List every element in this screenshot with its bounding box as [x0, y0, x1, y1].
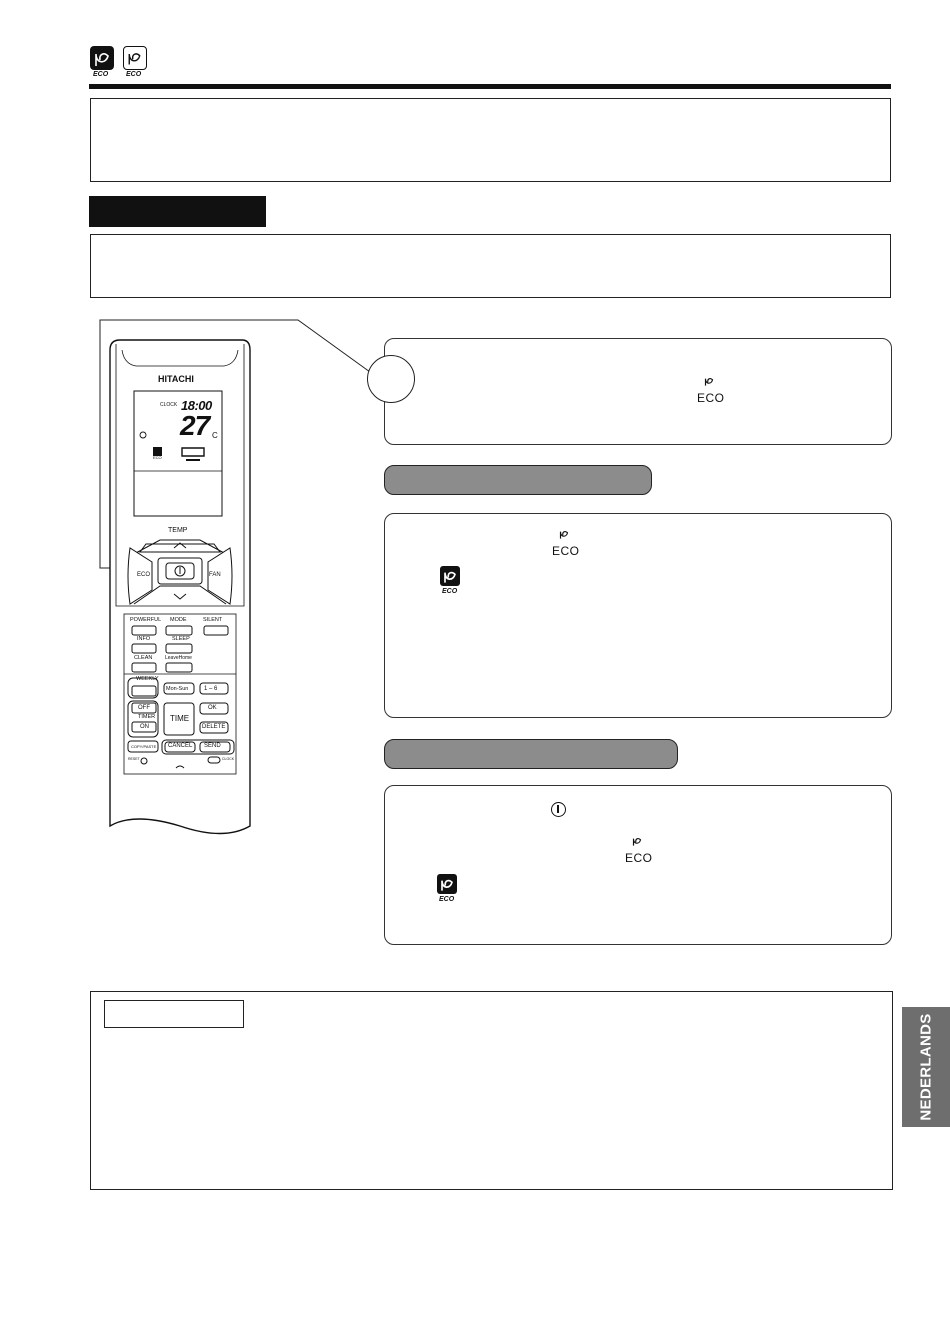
remote-clean-button[interactable]: CLEAN — [134, 655, 153, 661]
remote-mode-button[interactable]: MODE — [170, 617, 187, 623]
remote-temp-label: TEMP — [168, 527, 188, 534]
remote-silent-button[interactable]: SILENT — [203, 617, 223, 623]
remote-eco-button[interactable]: ECO — [137, 572, 151, 578]
eco-display-icon — [440, 566, 460, 586]
language-tab — [902, 1007, 950, 1127]
remote-info-button[interactable]: INFO — [137, 636, 151, 642]
language-tab-label: NEDERLANDS — [917, 1013, 935, 1121]
remote-clock-time: 18:00 — [181, 398, 212, 413]
eco-display-icon — [437, 874, 457, 894]
remote-off-button[interactable]: OFF — [138, 705, 150, 711]
step-box — [384, 338, 892, 445]
remote-display-eco: ECO — [153, 455, 162, 460]
start-heading-pill — [384, 465, 652, 495]
remote-leavehome-button[interactable]: LeaveHome — [165, 655, 192, 661]
eco-label: ECO — [552, 544, 580, 558]
remote-clock-button[interactable]: CLOCK — [222, 757, 235, 761]
remote-temperature: 27 — [180, 410, 210, 441]
eco-display-label: ECO — [442, 588, 458, 595]
eco-leaf-icon — [630, 834, 644, 848]
remote-range-button[interactable]: 1 – 6 — [204, 686, 218, 692]
remote-send-button[interactable]: SEND — [204, 743, 221, 749]
eco-leaf-icon — [557, 527, 571, 541]
eco-display-label: ECO — [439, 896, 455, 903]
remote-copy-paste-button[interactable]: COPY/PASTE — [131, 744, 157, 749]
remote-mon-sun-button[interactable]: Mon-Sun — [166, 686, 189, 692]
eco-leaf-icon — [702, 374, 716, 388]
eco-icon-label: ECO — [93, 71, 109, 78]
remote-ok-button[interactable]: OK — [208, 705, 217, 711]
remote-timer-label: TIMER — [138, 714, 156, 720]
stop-box — [384, 785, 892, 945]
stop-heading-pill — [384, 739, 678, 769]
remote-cancel-button[interactable]: CANCEL — [168, 743, 193, 749]
power-icon — [551, 802, 566, 817]
eco-label: ECO — [625, 851, 653, 865]
eco-icon-alt-label: ECO — [126, 71, 142, 78]
remote-fan-button[interactable]: FAN — [209, 572, 221, 578]
remote-clock-label: CLOCK — [160, 402, 178, 408]
eco-label: ECO — [697, 391, 725, 405]
remote-brand: HITACHI — [158, 374, 194, 384]
start-box — [384, 513, 892, 718]
remote-sleep-button[interactable]: SLEEP — [172, 636, 190, 642]
remote-powerful-button[interactable]: POWERFUL — [130, 617, 162, 623]
remote-time-label: TIME — [170, 714, 190, 723]
remote-control — [104, 336, 254, 836]
remote-weekly-label: WEEKLY — [136, 676, 159, 682]
notes-heading-box — [104, 1000, 244, 1028]
remote-on-button[interactable]: ON — [140, 724, 149, 730]
step-number-circle — [367, 355, 415, 403]
remote-temp-unit: C — [212, 431, 218, 440]
remote-reset-button[interactable]: RESET — [128, 757, 140, 761]
remote-delete-button[interactable]: DELETE — [202, 724, 226, 730]
